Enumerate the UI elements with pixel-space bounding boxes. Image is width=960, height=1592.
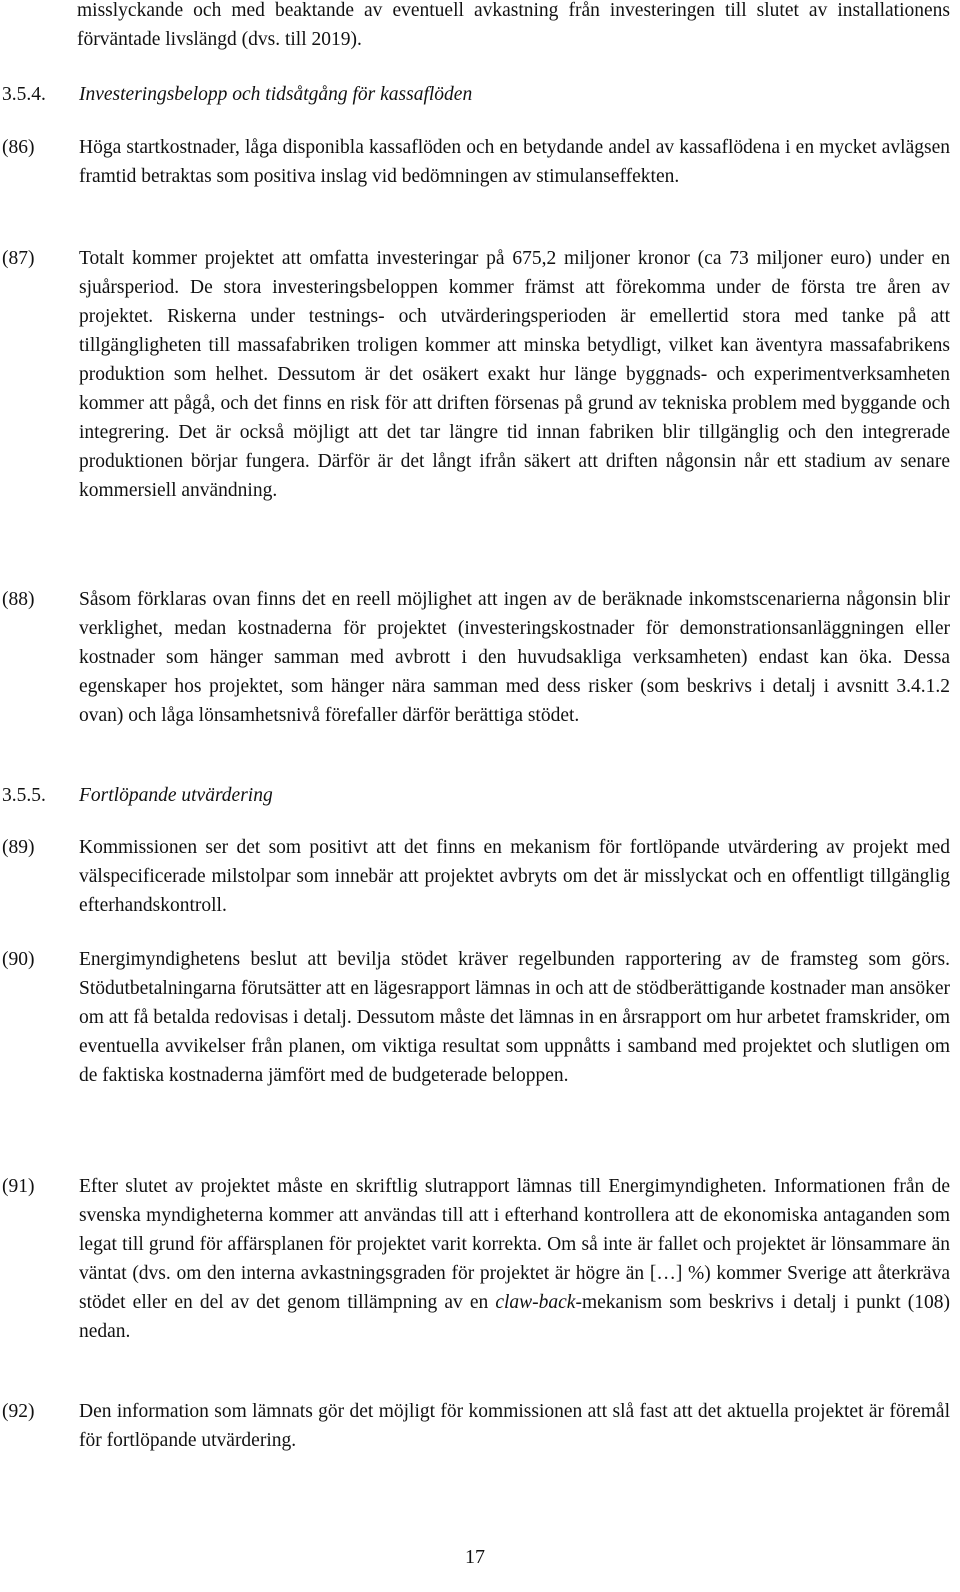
section-number: 3.5.4. bbox=[2, 84, 46, 105]
paragraph-number: (90) bbox=[2, 949, 35, 970]
paragraph-number: (86) bbox=[2, 137, 35, 158]
paragraph-text: Såsom förklaras ovan finns det en reell möjlighet att ingen av de beräknade inkomstscenarierna någonsin blir verklighet, medan kostnaderna för projektet (investeringskostnader för demonstrationsanläggningen eller kostnader som hänger samman med avbrott i den huvudsakliga verksamheten) endast kan öka. Dessa egenskaper hos projektet, som hänger nära samman med dess risker (som beskrivs i detalj i avsnitt 3.4.1.2 ovan) och låga lönsamhetsnivå förefaller därför berättiga stödet. bbox=[79, 589, 950, 726]
paragraph-text-part: -mekanism som beskrivs i detalj i punkt (108) nedan. bbox=[79, 1292, 951, 1342]
paragraph-number: (92) bbox=[2, 1401, 35, 1422]
paragraph-92 bbox=[0, 1397, 950, 1455]
page-number: 17 bbox=[465, 1546, 485, 1568]
paragraph-text-italic: claw-back bbox=[495, 1292, 576, 1313]
paragraph-89 bbox=[0, 833, 950, 920]
section-heading-3-5-5 bbox=[0, 781, 950, 810]
continuation-text: misslyckande och med beaktande av eventuell avkastning från investeringen till slutet av installationens förväntade livslängd (dvs. till 2019). bbox=[77, 0, 950, 50]
paragraph-90 bbox=[0, 945, 950, 1090]
paragraph-text: Höga startkostnader, låga disponibla kassaflöden och en betydande andel av kassaflödena i en mycket avlägsen framtid betraktas som positiva inslag vid bedömningen av stimulanseffekten. bbox=[79, 137, 950, 187]
paragraph-86 bbox=[0, 133, 950, 191]
paragraph-number: (87) bbox=[2, 248, 35, 269]
section-heading-3-5-4 bbox=[0, 80, 950, 109]
paragraph-text bbox=[79, 1172, 950, 1346]
section-title: Fortlöpande utvärdering bbox=[79, 785, 273, 806]
paragraph-number: (88) bbox=[2, 589, 35, 610]
section-title: Investeringsbelopp och tidsåtgång för kassaflöden bbox=[79, 84, 473, 105]
paragraph-text-part: Efter slutet av projektet måste en skriftlig slutrapport lämnas till Energimyndigheten. Informationen från de svenska myndigheterna kommer att användas till att i efterhand kontrollera att de ekonomiska antaganden som legat till grund för affärsplanen för projektet varit korrekta. Om så inte är fallet och projektet är lönsammare än väntat (dvs. om den interna avkastningsgraden för projektet är högre än […] %) kommer Sverige att återkräva stödet eller en del av det genom tillämpning av en bbox=[79, 1176, 950, 1313]
paragraph-number: (91) bbox=[2, 1176, 35, 1197]
section-number: 3.5.5. bbox=[2, 785, 46, 806]
paragraph-91 bbox=[0, 1172, 950, 1346]
paragraph-87 bbox=[0, 244, 950, 505]
paragraph-text: Den information som lämnats gör det möjligt för kommissionen att slå fast att det aktuella projektet är föremål för fortlöpande utvärdering. bbox=[79, 1401, 950, 1451]
paragraph-text: Energimyndighetens beslut att bevilja stödet kräver regelbunden rapportering av de framsteg som görs. Stödutbetalningarna förutsätter att en lägesrapport lämnas in och att de stödberättigande kostnader man ansöker om att få betalda redovisas i detalj. Dessutom måste det lämnas in en årsrapport om hur arbetet framskrider, om eventuella avvikelser från planen, om viktiga resultat som uppnåtts i samband med projektet och slutligen om de faktiska kostnaderna jämfört med de budgeterade beloppen. bbox=[79, 949, 950, 1086]
paragraph-number: (89) bbox=[2, 837, 35, 858]
paragraph-88 bbox=[0, 585, 950, 730]
paragraph-text: Kommissionen ser det som positivt att det finns en mekanism för fortlöpande utvärdering av projekt med välspecificerade milstolpar som innebär att projektet avbryts om det är misslyckat och en offentligt tillgänglig efterhandskontroll. bbox=[79, 837, 950, 916]
paragraph-text: Totalt kommer projektet att omfatta investeringar på 675,2 miljoner kronor (ca 73 miljoner euro) under en sjuårsperiod. De stora investeringsbeloppen kommer främst att förekomma under de första tre åren av projektet. Riskerna under testnings- och utvärderingsperioden är emellertid stora med tanke på att tillgängligheten till massafabriken troligen kommer att minska betydligt, vilket kan äventyra massafabrikens produktion som helhet. Dessutom är det osäkert exakt hur länge byggnads- och experimentverksamheten kommer att pågå, och det finns en risk för att driften försenas på grund av tekniska problem med byggande och integrering. Det är också möjligt att det tar längre tid innan fabriken blir tillgänglig och den integrerade produktionen börjar fungera. Därför är det långt ifrån säkert att driften någonsin når ett stadium av senare kommersiell användning. bbox=[79, 248, 950, 501]
